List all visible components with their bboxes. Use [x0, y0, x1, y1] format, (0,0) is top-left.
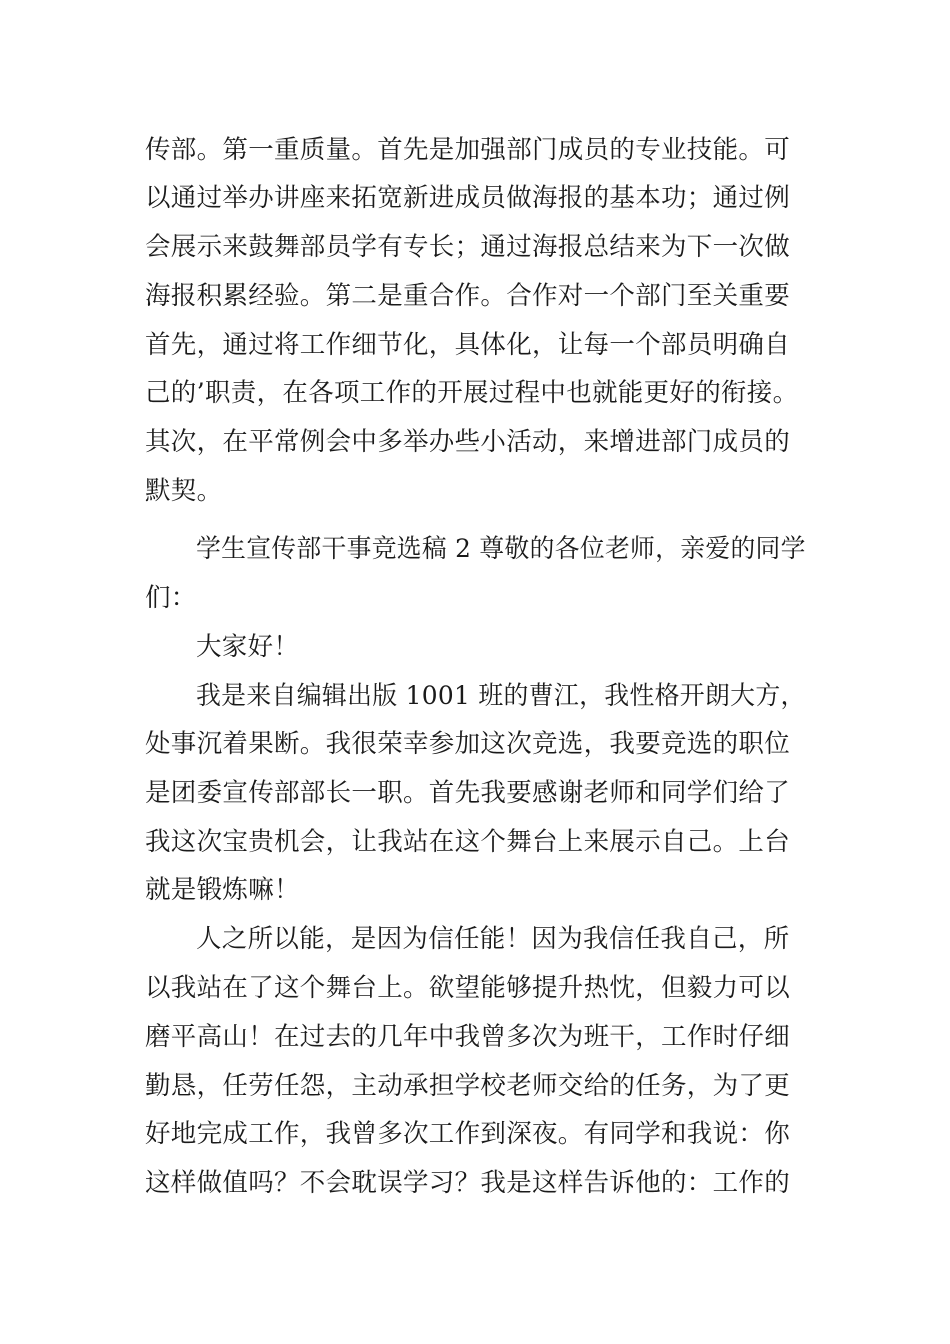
- text-line: 以我站在了这个舞台上。欲望能够提升热忱，但毅力可以: [145, 973, 791, 1003]
- text-line: 会展示来鼓舞部员学有专长；通过海报总结来为下一次做: [145, 232, 791, 262]
- text-line: 是团委宣传部部长一职。首先我要感谢老师和同学们给了: [145, 778, 791, 808]
- text-line: 我这次宝贵机会，让我站在这个舞台上来展示自己。上台: [145, 827, 791, 857]
- text-line: 己的’职责，在各项工作的开展过程中也就能更好的衔接。: [145, 378, 799, 408]
- text-line: 传部。第一重质量。首先是加强部门成员的专业技能。可: [145, 135, 791, 165]
- paragraph-heading-line: 学生宣传部干事竞选稿 2 尊敬的各位老师，亲爱的同学: [196, 534, 806, 564]
- paragraph-start-line: 我是来自编辑出版 1001 班的曹江，我性格开朗大方，: [196, 681, 806, 711]
- text-line: 其次，在平常例会中多举办些小活动，来增进部门成员的: [145, 427, 791, 457]
- paragraph-start-line: 人之所以能，是因为信任能！因为我信任我自己，所: [196, 924, 790, 954]
- text-line: 以通过举办讲座来拓宽新进成员做海报的基本功；通过例: [145, 183, 791, 213]
- text-line: 们：: [145, 583, 197, 613]
- text-line: 海报积累经验。第二是重合作。合作对一个部门至关重要: [145, 281, 791, 311]
- text-line: 勤恳，任劳任怨，主动承担学校老师交给的任务，为了更: [145, 1071, 791, 1101]
- text-line: 就是锻炼嘛！: [145, 875, 300, 905]
- text-line: 好地完成工作，我曾多次工作到深夜。有同学和我说：你: [145, 1119, 791, 1149]
- text-line: 默契。: [145, 476, 223, 506]
- text-line: 这样做值吗？不会耽误学习？我是这样告诉他的：工作的: [145, 1168, 791, 1198]
- greeting-line: 大家好！: [196, 632, 300, 662]
- text-line: 磨平高山！在过去的几年中我曾多次为班干，工作时仔细: [145, 1022, 791, 1052]
- text-line: 处事沉着果断。我很荣幸参加这次竞选，我要竞选的职位: [145, 729, 791, 759]
- text-line: 首先，通过将工作细节化，具体化，让每一个部员明确自: [145, 330, 791, 360]
